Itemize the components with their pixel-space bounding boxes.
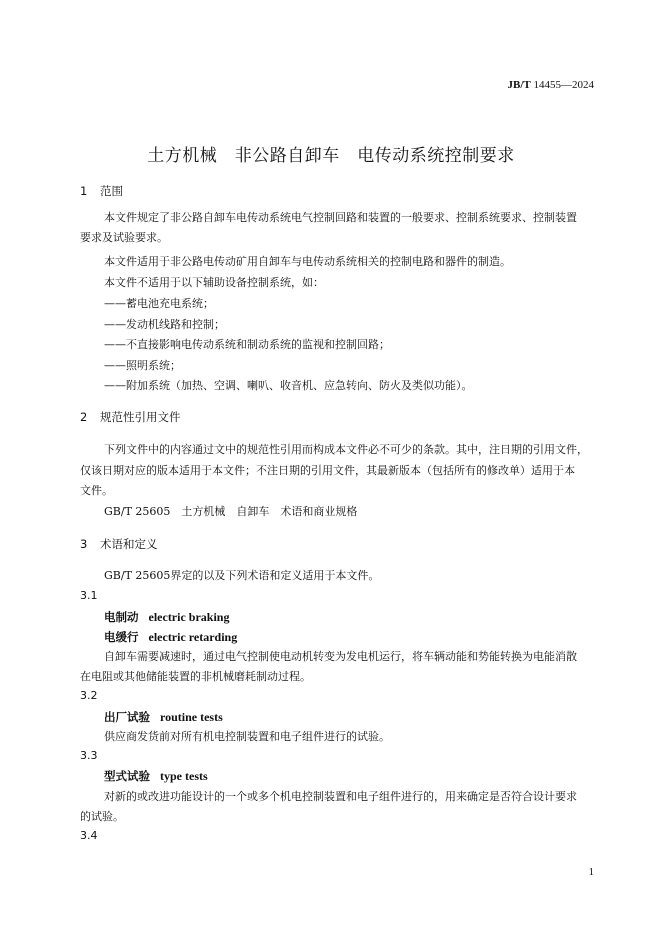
term-en: type tests [160,769,208,783]
section-title: 规范性引用文件 [100,410,181,424]
section-title: 范围 [100,184,123,198]
term-number: 3.4 [80,829,98,842]
term-zh: 电制动 [104,610,139,624]
term-alt-en: electric retarding [148,630,238,644]
section-number: 1 [80,184,88,198]
paragraph: 本文件不适用于以下辅助设备控制系统，如： [104,276,324,289]
standard-code: 14455—2024 [533,79,594,91]
term-heading [104,709,223,725]
list-item: ——不直接影响电传动系统和制动系统的监视和控制回路； [104,338,390,351]
section-1-heading [80,183,123,199]
term-number: 3.2 [80,689,98,702]
list-item: ——照明系统； [104,359,181,372]
page-number: 1 [588,866,594,878]
section-3-heading [80,536,158,552]
paragraph: 要求及试验要求。 [80,231,168,244]
section-2-heading [80,409,181,425]
paragraph: 文件。 [80,484,113,497]
term-definition: 的试验。 [80,810,124,823]
term-definition: 自卸车需要减速时，通过电气控制使电动机转变为发电机运行，将车辆动能和势能转换为电能消散 [104,650,577,663]
term-definition: 在电阻或其他储能装置的非机械磨耗制动过程。 [80,670,311,683]
section-number: 3 [80,537,88,551]
term-alt-zh: 电缓行 [104,630,139,644]
document-title: 土方机械 非公路自卸车 电传动系统控制要求 [147,146,515,166]
term-number: 3.3 [80,749,98,762]
term-en: electric braking [148,610,230,624]
section-number: 2 [80,410,88,424]
term-heading [104,609,229,625]
paragraph: 本文件适用于非公路电传动矿用自卸车与电传动系统相关的控制电路和器件的制造。 [104,255,511,268]
paragraph: GB/T 25605界定的以及下列术语和定义适用于本文件。 [104,569,380,582]
term-alt-heading [104,629,237,645]
term-number: 3.1 [80,589,98,602]
list-item: ——发动机线路和控制； [104,318,225,331]
section-title: 术语和定义 [100,537,158,551]
paragraph: 仅该日期对应的版本适用于本文件；不注日期的引用文件，其最新版本（包括所有的修改单）适用于本 [80,464,575,477]
term-zh: 型式试验 [104,769,150,783]
normative-reference: GB/T 25605 土方机械 自卸车 术语和商业规格 [104,505,358,518]
paragraph: 本文件规定了非公路自卸车电传动系统电气控制回路和装置的一般要求、控制系统要求、控制装置 [104,211,577,224]
term-heading [104,768,208,784]
list-item: ——附加系统（加热、空调、喇叭、收音机、应急转向、防火及类似功能）。 [104,379,473,392]
paragraph: 下列文件中的内容通过文中的规范性引用而构成本文件必不可少的条款。其中，注日期的引用文件， [104,443,588,456]
term-definition: 供应商发货前对所有机电控制装置和电子组件进行的试验。 [104,730,390,743]
term-definition: 对新的或改进功能设计的一个或多个机电控制装置和电子组件进行的，用来确定是否符合设计要求 [104,790,577,803]
list-item: ——蓄电池充电系统； [104,297,214,310]
standard-prefix: JB/T [507,79,531,91]
term-zh: 出厂试验 [104,710,150,724]
standard-number [508,79,594,91]
term-en: routine tests [160,710,223,724]
